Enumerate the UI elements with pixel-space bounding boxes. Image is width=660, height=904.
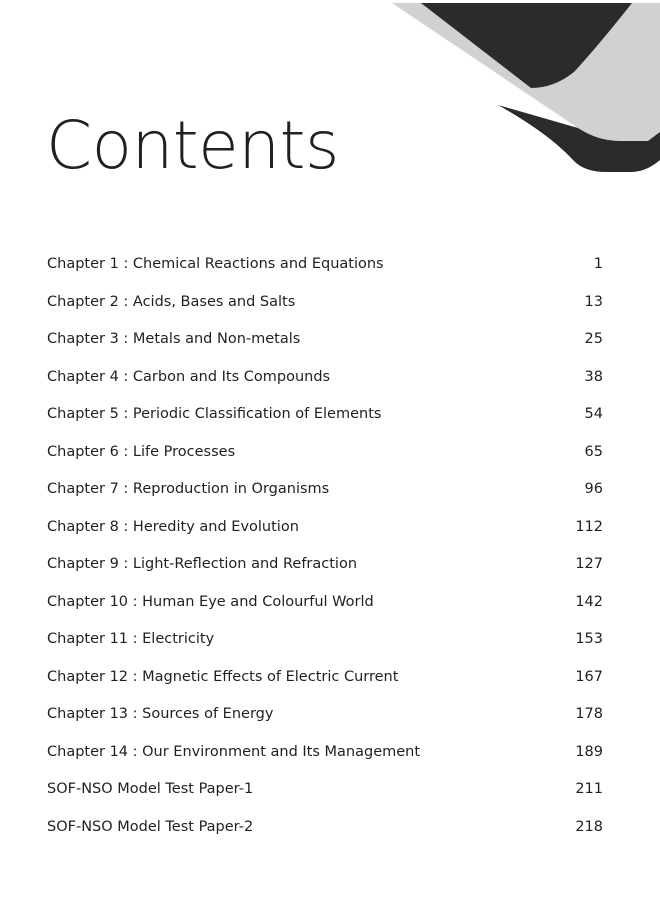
toc-page-number: 13 xyxy=(584,293,603,310)
toc-entry xyxy=(47,660,603,698)
toc-page-number: 153 xyxy=(575,631,603,647)
toc-entry-title: Chapter 5 : Periodic Classification of Elements xyxy=(47,406,382,422)
toc-entry-title: Chapter 7 : Reproduction in Organisms xyxy=(47,481,330,497)
toc-page-number: 189 xyxy=(575,743,603,760)
toc-entry xyxy=(47,547,603,585)
toc-page-number: 65 xyxy=(584,443,603,460)
toc-entry xyxy=(47,360,603,398)
table-of-contents xyxy=(47,247,603,847)
toc-entry xyxy=(47,510,603,548)
page-title: Contents xyxy=(46,107,339,184)
toc-entry xyxy=(47,772,603,810)
toc-entry xyxy=(47,435,603,473)
toc-entry-title: Chapter 8 : Heredity and Evolution xyxy=(47,518,299,535)
toc-entry-title: Chapter 11 : Electricity xyxy=(47,631,215,647)
toc-entry-title: Chapter 4 : Carbon and Its Compounds xyxy=(47,368,331,385)
corner-band-light xyxy=(392,3,660,141)
toc-page-number: 218 xyxy=(575,818,603,835)
toc-entry-title: Chapter 14 : Our Environment and Its Management xyxy=(47,743,421,760)
toc-page-number: 25 xyxy=(584,331,603,347)
corner-band-dark xyxy=(421,3,632,88)
toc-entry-title: SOF-NSO Model Test Paper-2 xyxy=(47,818,254,835)
toc-entry-title: Chapter 13 : Sources of Energy xyxy=(47,706,274,722)
toc-page-number: 1 xyxy=(593,256,603,272)
toc-entry-title: Chapter 6 : Life Processes xyxy=(47,443,236,460)
toc-page-number: 127 xyxy=(575,556,603,572)
toc-entry-title: Chapter 10 : Human Eye and Colourful World xyxy=(47,593,374,610)
toc-entry xyxy=(47,622,603,660)
toc-page-number: 112 xyxy=(575,518,603,535)
toc-entry xyxy=(47,322,603,360)
toc-entry-title: Chapter 12 : Magnetic Effects of Electric Current xyxy=(47,668,399,685)
toc-entry xyxy=(47,247,603,285)
toc-entry xyxy=(47,585,603,623)
corner-band-dark-lower xyxy=(498,105,660,172)
toc-entry xyxy=(47,472,603,510)
toc-page-number: 38 xyxy=(584,368,603,385)
toc-entry-title: SOF-NSO Model Test Paper-1 xyxy=(47,781,254,797)
toc-entry-title: Chapter 1 : Chemical Reactions and Equations xyxy=(47,256,384,272)
toc-entry xyxy=(47,697,603,735)
toc-page-number: 142 xyxy=(575,593,603,610)
toc-page-number: 54 xyxy=(584,406,603,422)
toc-entry xyxy=(47,285,603,323)
toc-entry-title: Chapter 9 : Light-Reflection and Refraction xyxy=(47,556,358,572)
toc-entry xyxy=(47,735,603,773)
toc-entry xyxy=(47,810,603,848)
toc-entry xyxy=(47,397,603,435)
toc-page-number: 96 xyxy=(584,481,603,497)
toc-page-number: 211 xyxy=(575,781,603,797)
toc-entry-title: Chapter 2 : Acids, Bases and Salts xyxy=(47,293,296,310)
toc-entry-title: Chapter 3 : Metals and Non-metals xyxy=(47,331,301,347)
toc-page-number: 178 xyxy=(575,706,603,722)
toc-page-number: 167 xyxy=(575,668,603,685)
